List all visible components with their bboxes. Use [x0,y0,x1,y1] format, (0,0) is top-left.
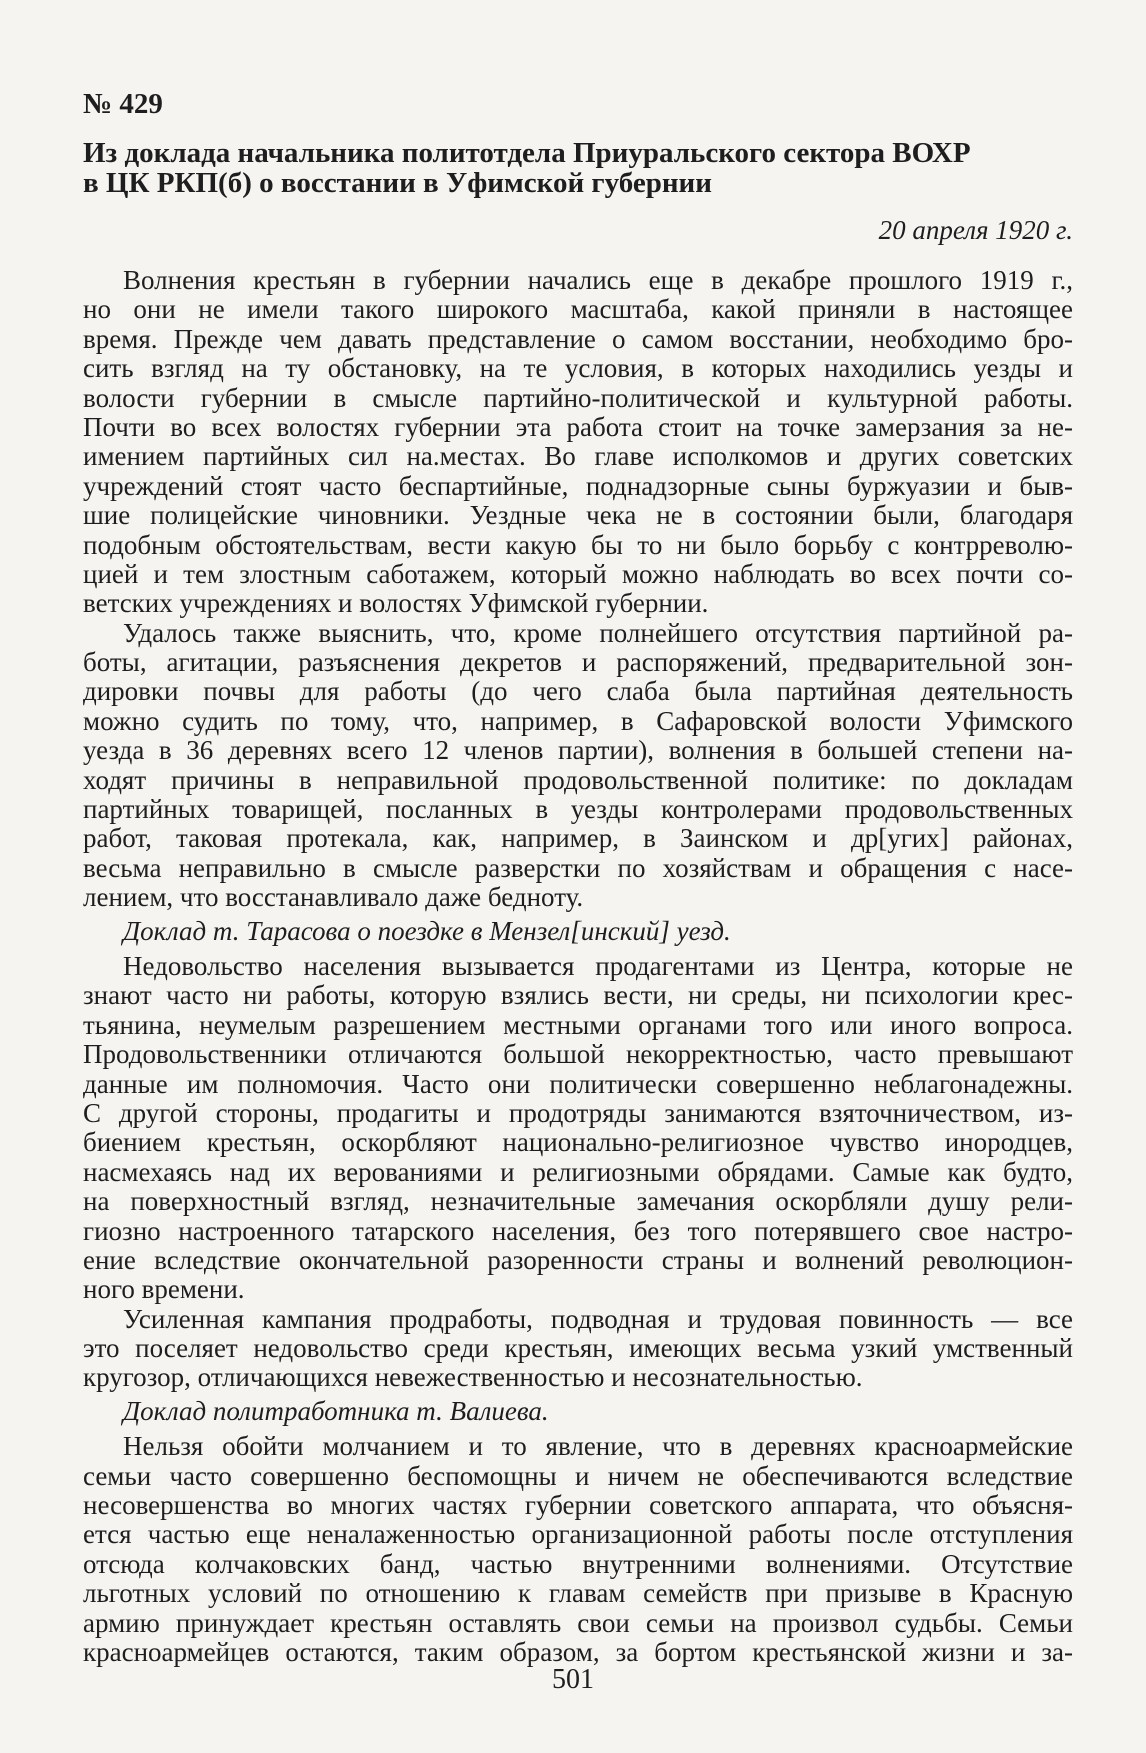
text-line: семьи часто совершенно беспомощны и ничем не обеспечиваются вследствие [83,1460,1073,1491]
document-number: № 429 [83,88,163,120]
text-line: уезда в 36 деревнях всего 12 членов партии), волнения в большей степени на- [83,735,1073,766]
text-line: можно судить по тому, что, например, в Сафаровской волости Уфимского [83,705,1073,736]
text-line: Волнения крестьян в губернии начались еще в декабре прошлого 1919 г., [123,265,1073,295]
text-line: ходят причины в неправильной продовольственной политике: по докладам [83,764,1073,795]
text-line: красноармейцев остаются, таким образом, за бортом крестьянской жизни и за- [83,1637,1073,1667]
text-line: Продовольственники отличаются большой некорректностью, часто превышают [83,1039,1073,1070]
paragraph [83,1305,1073,1393]
text-line: на поверхностный взгляд, незначительные замечания оскорбляли душу рели- [83,1186,1073,1217]
text-line: шие полицейские чиновники. Уездные чека не в состоянии были, благодаря [83,500,1073,531]
text-line: весьма неправильно в смысле разверстки по хозяйствам и обращения с насе- [83,852,1073,883]
text-line: ветских учреждениях и волостях Уфимской губернии. [83,588,709,619]
title-line: Из доклада начальника политотдела Приуральского сектора ВОХР [83,137,971,169]
text-line: Усиленная кампания продработы, подводная и трудовая повинность — все [123,1303,1073,1334]
paragraph [83,266,1073,619]
paragraph [83,619,1073,913]
text-line: знают часто ни работы, которую взялись вести, ни среды, ни психологии крес- [83,980,1073,1011]
text-line: ется частью еще неналаженностью организационной работы после отступления [83,1519,1073,1550]
text-line: боты, агитации, разъяснения декретов и распоряжений, предварительной зон- [83,647,1073,678]
paragraph [83,1432,1073,1667]
text-line: льготных условий по отношению к главам семейств при призыве в Красную [83,1578,1073,1609]
paragraph [83,952,1073,1305]
section-subheading: Доклад т. Тарасова о поездке в Мензел[инский] уезд. [123,915,731,946]
section-subheading: Доклад политработника т. Валиева. [123,1395,549,1426]
text-line: ение вследствие окончательной разоренности страны и волнений революцион- [83,1244,1073,1275]
text-line: биением крестьян, оскорбляют национально-религиозное чувство инородцев, [83,1127,1073,1158]
text-line: цией и тем злостным саботажем, который можно наблюдать во всех почти со- [83,558,1073,589]
title-line: в ЦК РКП(б) о восстании в Уфимской губернии [83,167,712,199]
text-line: тьянина, неумелым разрешением местными органами того или иного вопроса. [83,1009,1073,1040]
text-line: гиозно настроенного татарского населения, без того потерявшего свое настро- [83,1215,1073,1246]
text-line: время. Прежде чем давать представление о самом восстании, необходимо бро- [83,323,1073,354]
text-line: работ, таковая протекала, как, например, в Заинском и др[угих] районах, [83,823,1073,854]
text-line: Почти во всех волостях губернии эта работа стоит на точке замерзания за не- [83,411,1073,442]
text-line: армию принуждает крестьян оставлять свои семьи на произвол судьбы. Семьи [83,1607,1073,1638]
text-line: отсюда колчаковских банд, частью внутренними волнениями. Отсутствие [83,1548,1073,1579]
text-line: это поселяет недовольство среди крестьян, имеющих весьма узкий умственный [83,1333,1073,1364]
text-line: волости губернии в смысле партийно-политической и культурной работы. [83,382,1073,413]
text-line: данные им полномочия. Часто они политически совершенно неблагонадежны. [83,1068,1073,1099]
text-line: учреждений стоят часто беспартийные, поднадзорные сыны буржуазии и быв- [83,470,1073,501]
text-line: подобным обстоятельствам, вести какую бы то ни было борьбу с контрреволю- [83,529,1073,560]
text-line: ного времени. [83,1274,245,1305]
text-line: дировки почвы для работы (до чего слаба была партийная деятельность [83,676,1073,707]
text-line: С другой стороны, продагиты и продотряды занимаются взяточничеством, из- [83,1097,1073,1128]
text-line: Нельзя обойти молчанием и то явление, что в деревнях красноармейские [123,1431,1073,1462]
text-line: но они не имели такого широкого масштаба, какой приняли в настоящее [83,294,1073,325]
document-date: 20 апреля 1920 г. [878,215,1073,245]
text-line: кругозор, отличающихся невежественностью и несознательностью. [83,1362,863,1393]
document-title [83,138,1073,198]
text-line: лением, что восстанавливало даже бедноту. [83,882,584,913]
text-line: несовершенства во многих частях губернии советского аппарата, что объясня- [83,1490,1073,1521]
page-number: 501 [552,1664,594,1695]
text-line: Недовольство населения вызывается продагентами из Центра, которые не [123,951,1073,981]
text-line: насмехаясь над их верованиями и религиозными обрядами. Самые как будто, [83,1156,1073,1187]
text-line: сить взгляд на ту обстановку, на те условия, в которых находились уезды и [83,353,1073,384]
text-line: имением партийных сил на.местах. Во главе исполкомов и других советских [83,441,1073,472]
text-line: партийных товарищей, посланных в уезды контролерами продовольственных [83,794,1073,825]
document-body [83,266,1073,1667]
text-line: Удалось также выяснить, что, кроме полнейшего отсутствия партийной ра- [123,617,1073,648]
